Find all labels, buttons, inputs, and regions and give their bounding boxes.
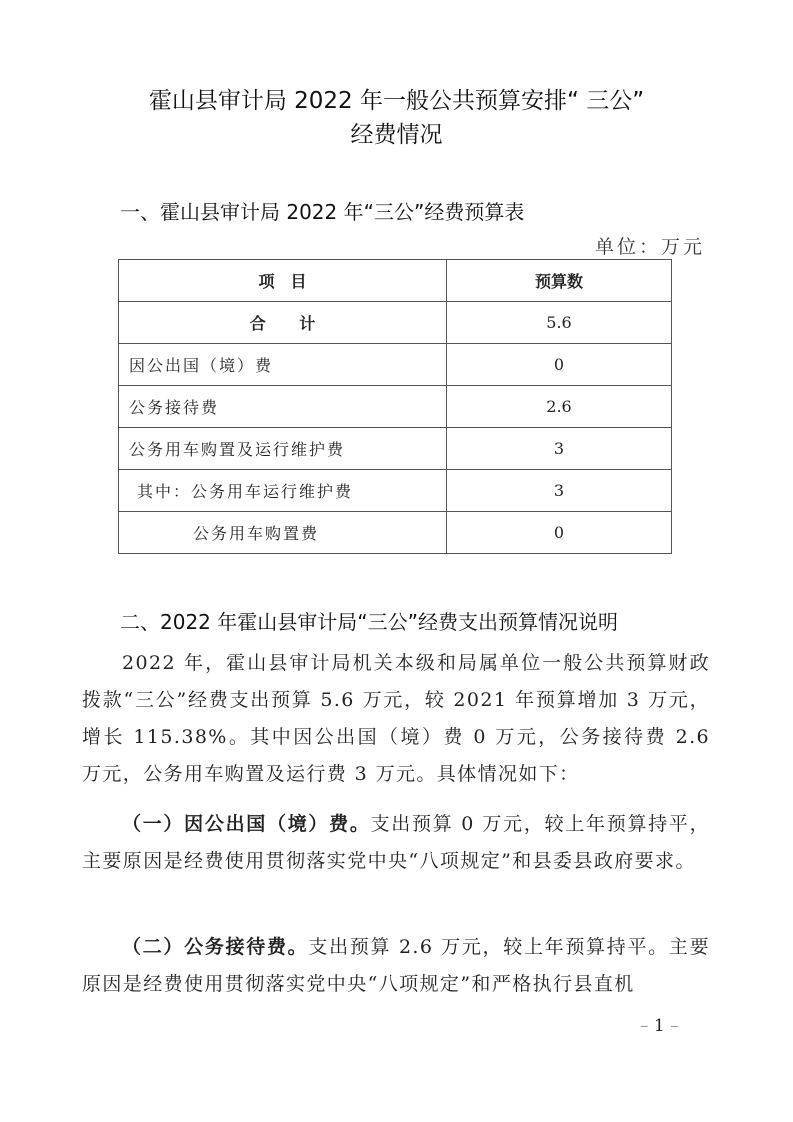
row-value: 2.6 xyxy=(447,386,672,428)
paragraph-summary: 2022 年，霍山县审计局机关本级和局属单位一般公共预算财政拨款“三公”经费支出预算 5.6 万元，较 2021 年预算增加 3 万元，增长 115.38%。其中因公出国（境）费 0 万元，公务接待费 2.6 万元，公务用车购置及运行费 3 万元。具体情况如下： xyxy=(82,652,710,785)
table-row-total xyxy=(119,302,672,344)
unit-label: 单位：万元 xyxy=(594,236,705,258)
row-value: 0 xyxy=(447,344,672,386)
row-value: 3 xyxy=(447,470,672,512)
table-row xyxy=(119,428,672,470)
paragraph-lead: （一）因公出国（境）费。 xyxy=(122,813,371,835)
row-label: 公务用车购置及运行维护费 xyxy=(119,428,447,470)
budget-table xyxy=(118,259,672,554)
table-header-row xyxy=(119,260,672,302)
table-row xyxy=(119,344,672,386)
page-number-value: 1 xyxy=(653,1016,665,1036)
paragraph-body: 支出预算 2.6 万元，较上年预算持平。主要原因是经费使用贯彻落实党中央“八项规定”和严格执行县直机 xyxy=(82,936,710,995)
table-row xyxy=(119,470,672,512)
total-label: 合 计 xyxy=(119,302,447,344)
paragraph-lead: （二）公务接待费。 xyxy=(122,936,309,958)
document-title-line-2: 经费情况 xyxy=(350,122,443,148)
row-label: 其中：公务用车运行维护费 xyxy=(119,470,447,512)
paragraph-overseas-travel xyxy=(82,806,710,880)
page-number xyxy=(640,1016,679,1036)
section-2-heading: 二、2022 年霍山县审计局“三公”经费支出预算情况说明 xyxy=(120,610,618,634)
page-dash-left: – xyxy=(640,1016,649,1036)
column-header-budget: 预算数 xyxy=(447,260,672,302)
row-value: 3 xyxy=(447,428,672,470)
section-1-heading: 一、霍山县审计局 2022 年“三公”经费预算表 xyxy=(120,200,525,224)
table-row xyxy=(119,512,672,554)
page-dash-right: – xyxy=(670,1016,679,1036)
paragraph-reception xyxy=(82,929,710,1003)
column-header-item: 项 目 xyxy=(119,260,447,302)
row-label: 因公出国（境）费 xyxy=(119,344,447,386)
table-row xyxy=(119,386,672,428)
row-label: 公务接待费 xyxy=(119,386,447,428)
total-value: 5.6 xyxy=(447,302,672,344)
row-value: 0 xyxy=(447,512,672,554)
document-title-line-1: 霍山县审计局 2022 年一般公共预算安排“ 三公” xyxy=(148,88,645,114)
row-label: 公务用车购置费 xyxy=(119,512,447,554)
paragraph-body: 支出预算 0 万元，较上年预算持平，主要原因是经费使用贯彻落实党中央“八项规定”和县委县政府要求。 xyxy=(82,813,710,872)
